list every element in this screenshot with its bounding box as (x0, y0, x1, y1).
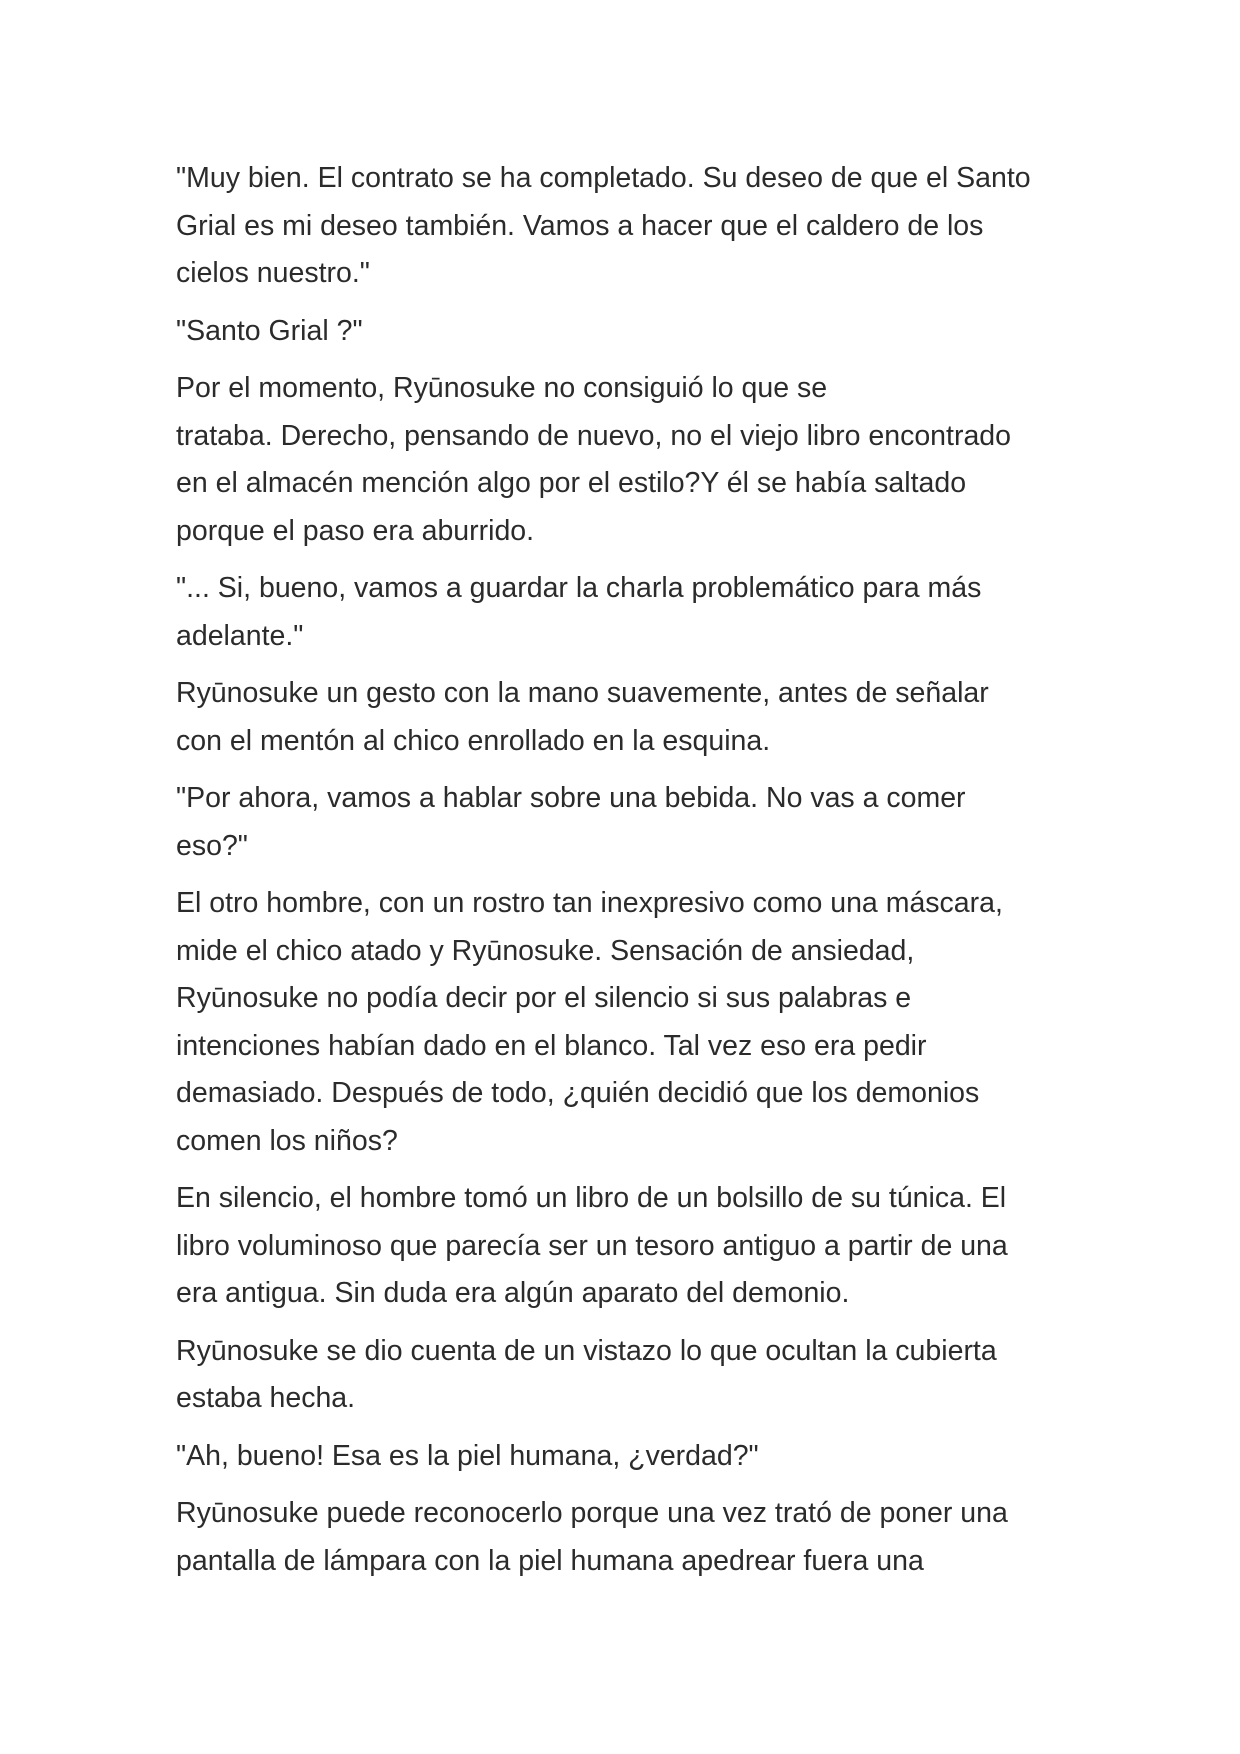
paragraph (176, 1328, 1076, 1423)
text-line: Por el momento, Ryūnosuke no consiguió lo que se (176, 372, 828, 404)
text-line: "... Si, bueno, vamos a guardar la charla problemático para más (176, 572, 982, 604)
text-line: mide el chico atado y Ryūnosuke. Sensación de ansiedad, (176, 934, 915, 967)
paragraph (176, 1175, 1076, 1318)
text-line: cielos nuestro." (176, 257, 370, 289)
text-line: eso?" (176, 829, 248, 862)
text-line: era antigua. Sin duda era algún aparato del demonio. (176, 1277, 850, 1309)
text-line: pantalla de lámpara con la piel humana apedrear fuera una (176, 1544, 924, 1577)
paragraph (176, 308, 1076, 356)
text-line: En silencio, el hombre tomó un libro de un bolsillo de su túnica. El (176, 1182, 1007, 1214)
text-line: porque el paso era aburrido. (176, 514, 535, 547)
text-line: Grial es mi deseo también. Vamos a hacer que el caldero de los (176, 209, 984, 242)
text-line: Ryūnosuke se dio cuenta de un vistazo lo que ocultan la cubierta (176, 1334, 997, 1367)
paragraph (176, 365, 1076, 555)
text-line: Ryūnosuke un gesto con la mano suavemente, antes de señalar (176, 677, 989, 709)
text-line: Ryūnosuke puede reconocerlo porque una vez trató de poner una (176, 1497, 1008, 1529)
text-line: en el almacén mención algo por el estilo?Y él se había saltado (176, 467, 967, 499)
text-line: libro voluminoso que parecía ser un tesoro antiguo a partir de una (176, 1229, 1008, 1262)
text-line: adelante." (176, 619, 304, 652)
text-line: "Ah, bueno! Esa es la piel humana, ¿verdad?" (176, 1439, 759, 1472)
paragraph (176, 155, 1076, 298)
paragraph (176, 670, 1076, 765)
paragraph (176, 1490, 1076, 1585)
paragraph (176, 565, 1076, 660)
text-line: comen los niños? (176, 1124, 398, 1157)
paragraph (176, 1433, 1076, 1481)
text-line: Ryūnosuke no podía decir por el silencio si sus palabras e (176, 982, 912, 1014)
text-line: "Muy bien. El contrato se ha completado. Su deseo de que el Santo (176, 162, 1031, 194)
text-line: intenciones habían dado en el blanco. Tal vez eso era pedir (176, 1029, 927, 1062)
body-text (176, 155, 1076, 1595)
text-line: con el mentón al chico enrollado en la esquina. (176, 724, 771, 757)
text-line: "Santo Grial ?" (176, 314, 363, 347)
paragraph (176, 880, 1076, 1165)
paragraph (176, 775, 1076, 870)
text-line: trataba. Derecho, pensando de nuevo, no el viejo libro encontrado (176, 419, 1011, 452)
text-line: El otro hombre, con un rostro tan inexpresivo como una máscara, (176, 887, 1003, 919)
text-line: estaba hecha. (176, 1382, 356, 1414)
text-line: demasiado. Después de todo, ¿quién decidió que los demonios (176, 1077, 980, 1109)
text-line: "Por ahora, vamos a hablar sobre una bebida. No vas a comer (176, 782, 966, 814)
